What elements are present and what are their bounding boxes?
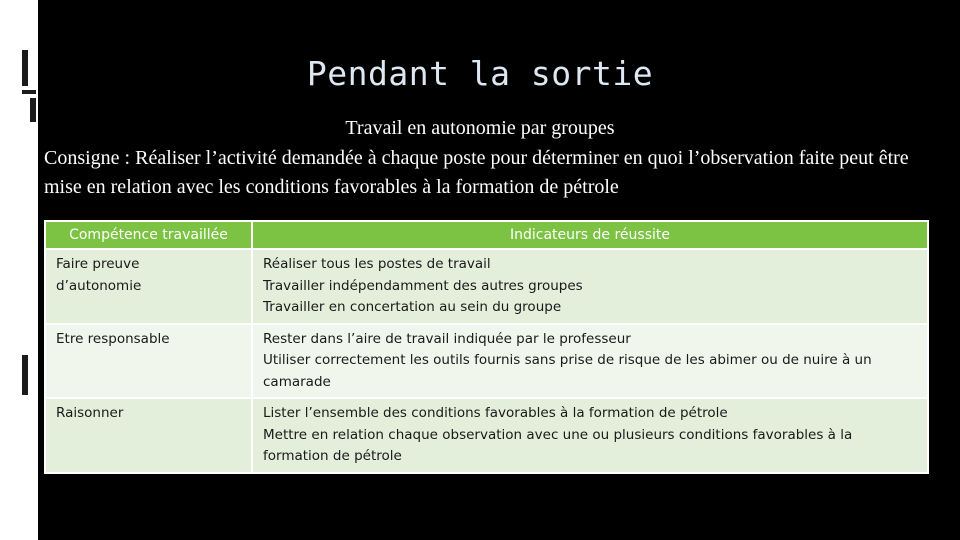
indicateurs-cell (253, 399, 927, 472)
competence-cell (46, 250, 251, 323)
header-indicateurs: Indicateurs de réussite (253, 222, 927, 248)
cell-line: Réaliser tous les postes de travail (263, 256, 491, 272)
cell-line: camarade (263, 373, 331, 390)
table-row (46, 325, 927, 398)
decorative-bar (22, 355, 28, 395)
cell-line: Etre responsable (56, 330, 170, 347)
cell-line: d’autonomie (56, 277, 142, 294)
indicateurs-cell (253, 325, 927, 398)
table-row (46, 250, 927, 323)
header-competence: Compétence travaillée (46, 222, 251, 248)
indicateurs-cell (253, 250, 927, 323)
page-title: Pendant la sortie (306, 54, 654, 93)
cell-line: Travailler indépendamment des autres groupes (263, 277, 583, 294)
cell-line: Raisonner (56, 405, 124, 421)
competence-table (44, 220, 929, 474)
cell-line: Rester dans l’aire de travail indiquée par le professeur (263, 330, 631, 347)
cell-line: formation de pétrole (263, 448, 402, 464)
cell-line: Travailler en concertation au sein du groupe (263, 299, 562, 315)
instructions-text: Consigne : Réaliser l’activité demandée à chaque poste pour déterminer en quoi l’observation faite peut être mise en relation avec les conditions favorables à la formation de pétrole (44, 147, 909, 198)
cell-line: Lister l’ensemble des conditions favorables à la formation de pétrole (263, 405, 728, 421)
page-subtitle: Travail en autonomie par groupes (345, 117, 615, 139)
cell-line: Faire preuve (56, 256, 140, 272)
competence-cell (46, 399, 251, 472)
table-header-row (46, 222, 927, 248)
cell-line: Mettre en relation chaque observation avec une ou plusieurs conditions favorables à la (263, 426, 853, 443)
competence-cell (46, 325, 251, 398)
table-row (46, 399, 927, 472)
cell-line: Utiliser correctement les outils fournis sans prise de risque de les abimer ou de nuire à un (263, 352, 872, 368)
